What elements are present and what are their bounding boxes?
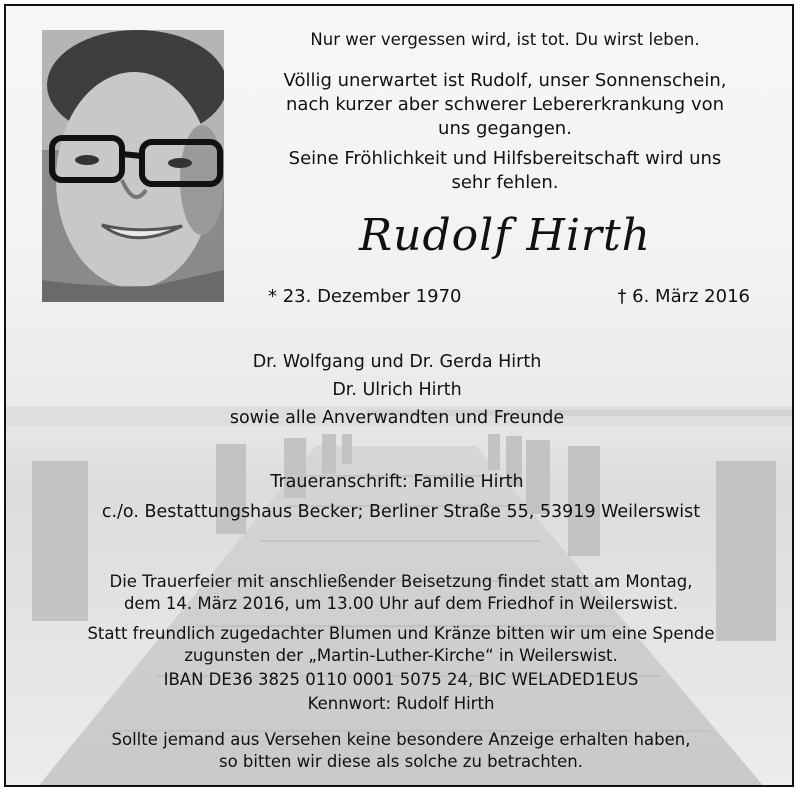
motto: Nur wer vergessen wird, ist tot. Du wirst leben. [310, 30, 700, 49]
intro-line-3: uns gegangen. [438, 118, 572, 139]
address-line-2: c./o. Bestattungshaus Becker; Berliner Straße 55, 53919 Weilerswist [101, 502, 701, 522]
ceremony-line-2: dem 14. März 2016, um 13.00 Uhr auf dem Friedhof in Weilerswist. [123, 594, 679, 613]
intro-line-1: Völlig unerwartet ist Rudolf, unser Sonnenschein, [283, 70, 727, 91]
obituary-notice [4, 4, 794, 787]
intro-line-4: Seine Fröhlichkeit und Hilfsbereitschaft wird uns [288, 148, 722, 169]
closing-line-2: so bitten wir diese als solche zu betrachten. [218, 752, 584, 771]
deceased-name: Rudolf Hirth [359, 210, 651, 261]
intro-line-2: nach kurzer aber schwerer Lebererkrankung von [285, 94, 725, 115]
intro-line-5: sehr fehlen. [451, 172, 559, 193]
birth-date: * 23. Dezember 1970 [268, 286, 462, 307]
mourners-line-1: Dr. Wolfgang und Dr. Gerda Hirth [252, 352, 542, 372]
mourners-line-2: Dr. Ulrich Hirth [332, 380, 462, 400]
death-date: † 6. März 2016 [617, 286, 750, 307]
donation-keyword: Kennwort: Rudolf Hirth [307, 694, 495, 713]
portrait-photo [42, 30, 224, 302]
mourners-line-3: sowie alle Anverwandten und Freunde [229, 408, 565, 428]
donation-line-1: Statt freundlich zugedachter Blumen und Kränze bitten wir um eine Spende [87, 624, 715, 643]
donation-iban: IBAN DE36 3825 0110 0001 5075 24, BIC WELADED1EUS [163, 670, 639, 689]
closing-line-1: Sollte jemand aus Versehen keine besondere Anzeige erhalten haben, [111, 730, 691, 749]
address-line-1: Traueranschrift: Familie Hirth [270, 472, 524, 492]
donation-line-2: zugunsten der „Martin-Luther-Kirche“ in Weilerswist. [184, 646, 618, 665]
ceremony-line-1: Die Trauerfeier mit anschließender Beisetzung findet statt am Montag, [109, 572, 693, 591]
